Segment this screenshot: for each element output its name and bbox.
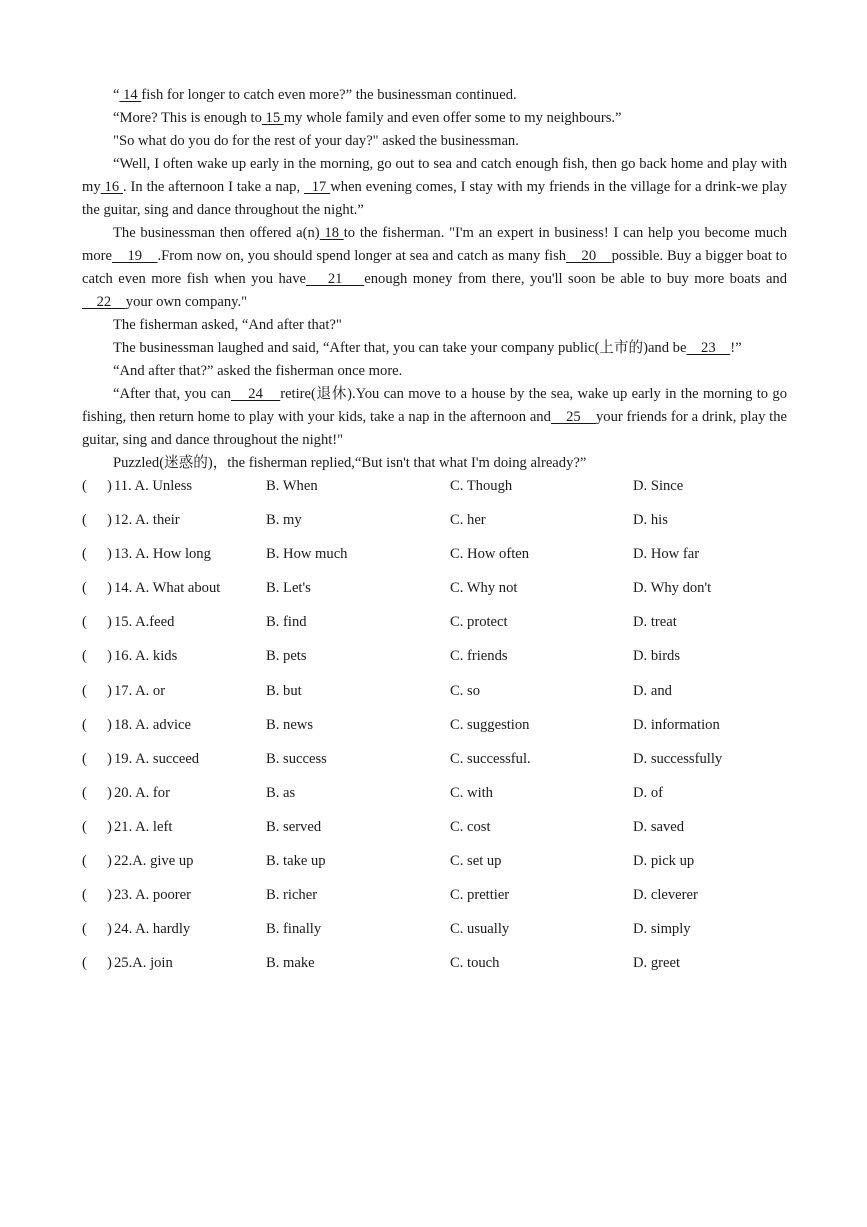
option-d: D. successfully (633, 750, 723, 767)
option-b: B. pets (266, 648, 307, 665)
passage-paragraph (82, 130, 787, 153)
option-a: 11. A. Unless (114, 478, 193, 494)
passage-text: “More? This is enough to (113, 110, 262, 126)
answer-bracket-close: ) (107, 818, 112, 835)
answer-blank: 18 (319, 225, 344, 241)
answer-bracket-close: ) (107, 955, 112, 972)
answer-bracket-open[interactable]: ( (82, 546, 87, 563)
answer-bracket-open[interactable]: ( (82, 478, 87, 494)
answer-bracket-close: ) (107, 716, 112, 733)
option-b: B. served (266, 818, 322, 835)
question-row (82, 885, 787, 919)
answer-blank: 25 (550, 409, 596, 425)
question-row (82, 783, 787, 817)
option-b: B. find (266, 614, 307, 631)
option-c: C. Why not (450, 580, 518, 597)
question-row (82, 817, 787, 851)
answer-bracket-open[interactable]: ( (82, 716, 87, 733)
answer-blank: 24 (230, 386, 281, 402)
answer-bracket-open[interactable]: ( (82, 818, 87, 835)
option-a: 18. A. advice (114, 716, 192, 733)
option-b: B. finally (266, 921, 322, 938)
answer-blank: 23 (686, 340, 731, 356)
option-a: 21. A. left (114, 818, 173, 835)
answer-bracket-close: ) (107, 784, 112, 801)
answer-bracket-open[interactable]: ( (82, 648, 87, 665)
question-row (82, 715, 787, 749)
option-a: 19. A. succeed (114, 750, 200, 767)
passage-paragraph (82, 222, 787, 314)
passage-text: "So what do you do for the rest of your day?" asked the businessman. (113, 133, 519, 149)
option-d: D. treat (633, 614, 677, 631)
option-a: 12. A. their (114, 512, 180, 529)
answer-bracket-open[interactable]: ( (82, 614, 87, 631)
answer-bracket-open[interactable]: ( (82, 887, 87, 904)
multiple-choice-list (82, 476, 787, 987)
passage-text: The businessman then offered a(n) (113, 225, 320, 241)
passage-paragraph (82, 452, 787, 475)
option-b: B. success (266, 750, 327, 767)
passage-text: retire(退休).You can move to a house by the sea, wake up early in the morning to go fishing, then return home to play with your kids, take a nap in the afternoon and (82, 386, 788, 425)
passage-text: possible. Buy a bigger boat to catch even more fish when you have (82, 248, 788, 287)
option-a: 15. A.feed (114, 614, 175, 631)
question-row (82, 578, 787, 612)
reading-passage (82, 84, 787, 475)
option-d: D. information (633, 716, 720, 733)
question-row (82, 953, 787, 987)
answer-bracket-close: ) (107, 682, 112, 699)
option-b: B. but (266, 682, 302, 699)
answer-blank: 20 (566, 248, 612, 264)
option-b: B. take up (266, 853, 326, 870)
passage-text: fish for longer to catch even more?” the businessman continued. (141, 87, 517, 103)
option-b: B. my (266, 512, 302, 529)
option-c: C. her (450, 512, 486, 529)
passage-text: The businessman laughed and said, “After that, you can take your company public(上市的)and be (113, 340, 687, 356)
answer-bracket-close: ) (107, 580, 112, 597)
option-c: C. set up (450, 853, 502, 870)
answer-bracket-close: ) (107, 921, 112, 938)
answer-bracket-open[interactable]: ( (82, 682, 87, 699)
answer-bracket-open[interactable]: ( (82, 580, 87, 597)
option-d: D. birds (633, 648, 681, 665)
answer-blank: 17 (303, 179, 331, 195)
option-d: D. simply (633, 921, 691, 938)
option-b: B. news (266, 716, 314, 733)
option-a: 23. A. poorer (114, 887, 192, 904)
answer-blank: 21 (306, 271, 365, 287)
option-a: 14. A. What about (114, 580, 221, 597)
passage-paragraph (82, 153, 787, 222)
answer-bracket-close: ) (107, 614, 112, 631)
passage-text: “And after that?” asked the fisherman once more. (113, 363, 403, 379)
passage-text: “ (113, 87, 120, 103)
answer-bracket-open[interactable]: ( (82, 750, 87, 767)
option-c: C. usually (450, 921, 510, 938)
option-d: D. his (633, 512, 668, 529)
option-d: D. Why don't (633, 580, 712, 597)
option-d: D. pick up (633, 853, 695, 870)
option-a: 25.A. join (114, 955, 173, 972)
question-row (82, 749, 787, 783)
question-row (82, 544, 787, 578)
answer-blank: 14 (119, 87, 142, 103)
answer-bracket-open[interactable]: ( (82, 784, 87, 801)
option-b: B. richer (266, 887, 318, 904)
option-d: D. of (633, 784, 663, 801)
answer-bracket-close: ) (107, 512, 112, 529)
option-d: D. greet (633, 955, 681, 972)
answer-blank: 16 (100, 179, 124, 195)
option-b: B. make (266, 955, 315, 972)
option-d: D. Since (633, 478, 684, 494)
option-a: 22.A. give up (114, 853, 194, 870)
passage-paragraph (82, 107, 787, 130)
answer-bracket-close: ) (107, 750, 112, 767)
question-row (82, 851, 787, 885)
question-row (82, 510, 787, 544)
answer-blank: 19 (112, 248, 158, 264)
answer-bracket-open[interactable]: ( (82, 921, 87, 938)
passage-text: .From now on, you should spend longer at sea and catch as many fish (157, 248, 567, 264)
question-row (82, 646, 787, 680)
passage-text: your own company." (125, 294, 248, 310)
passage-paragraph (82, 314, 787, 337)
passage-text: Puzzled(迷惑的)，the fisherman replied,“But isn't that what I'm doing already?” (113, 455, 587, 471)
option-c: C. touch (450, 955, 500, 972)
option-a: 24. A. hardly (114, 921, 191, 938)
option-d: D. cleverer (633, 887, 698, 904)
answer-bracket-close: ) (107, 853, 112, 870)
passage-text: . In the afternoon I take a nap, (123, 179, 304, 195)
question-row (82, 681, 787, 715)
passage-text: to the fisherman. "I'm an expert in business! I can help you become much more (82, 225, 788, 264)
option-c: C. prettier (450, 887, 510, 904)
answer-bracket-close: ) (107, 546, 112, 563)
option-d: D. saved (633, 818, 685, 835)
passage-text: my whole family and even offer some to my neighbours.” (283, 110, 622, 126)
option-a: 17. A. or (114, 682, 166, 699)
passage-paragraph (82, 383, 787, 452)
option-c: C. suggestion (450, 716, 530, 733)
option-c: C. friends (450, 648, 508, 665)
passage-text: your friends for a drink, play the guitar, sing and dance throughout the night!" (82, 409, 788, 448)
option-a: 20. A. for (114, 784, 170, 801)
passage-paragraph (82, 84, 787, 107)
option-b: B. as (266, 784, 296, 801)
option-c: C. cost (450, 818, 491, 835)
answer-bracket-open[interactable]: ( (82, 955, 87, 972)
passage-paragraph (82, 360, 787, 383)
answer-bracket-open[interactable]: ( (82, 512, 87, 529)
question-row (82, 476, 787, 510)
answer-bracket-close: ) (107, 478, 112, 494)
option-c: C. with (450, 784, 493, 801)
option-c: C. How often (450, 546, 530, 563)
option-b: B. How much (266, 546, 348, 563)
option-d: D. How far (633, 546, 700, 563)
passage-text: “Well, I often wake up early in the morning, go out to sea and catch enough fish, then go back home and play with my (82, 156, 787, 195)
passage-text: !” (730, 340, 742, 356)
option-c: C. so (450, 682, 481, 699)
passage-text: enough money from there, you'll soon be able to buy more boats and (364, 271, 788, 287)
question-row (82, 919, 787, 953)
answer-bracket-close: ) (107, 887, 112, 904)
option-c: C. protect (450, 614, 508, 631)
answer-bracket-open[interactable]: ( (82, 853, 87, 870)
passage-text: when evening comes, I stay with my friends in the village for a drink-we play the guitar, sing and dance throughout the night.” (82, 179, 787, 218)
option-b: B. Let's (266, 580, 311, 597)
option-d: D. and (633, 682, 672, 699)
option-b: B. When (266, 478, 318, 494)
passage-text: The fisherman asked, “And after that?" (113, 317, 342, 333)
option-a: 16. A. kids (114, 648, 178, 665)
option-c: C. Though (450, 478, 513, 494)
question-row (82, 612, 787, 646)
passage-paragraph (82, 337, 787, 360)
answer-bracket-close: ) (107, 648, 112, 665)
option-a: 13. A. How long (114, 546, 211, 563)
passage-text: “After that, you can (113, 386, 231, 402)
answer-blank: 15 (261, 110, 284, 126)
option-c: C. successful. (450, 750, 531, 767)
answer-blank: 22 (82, 294, 126, 310)
